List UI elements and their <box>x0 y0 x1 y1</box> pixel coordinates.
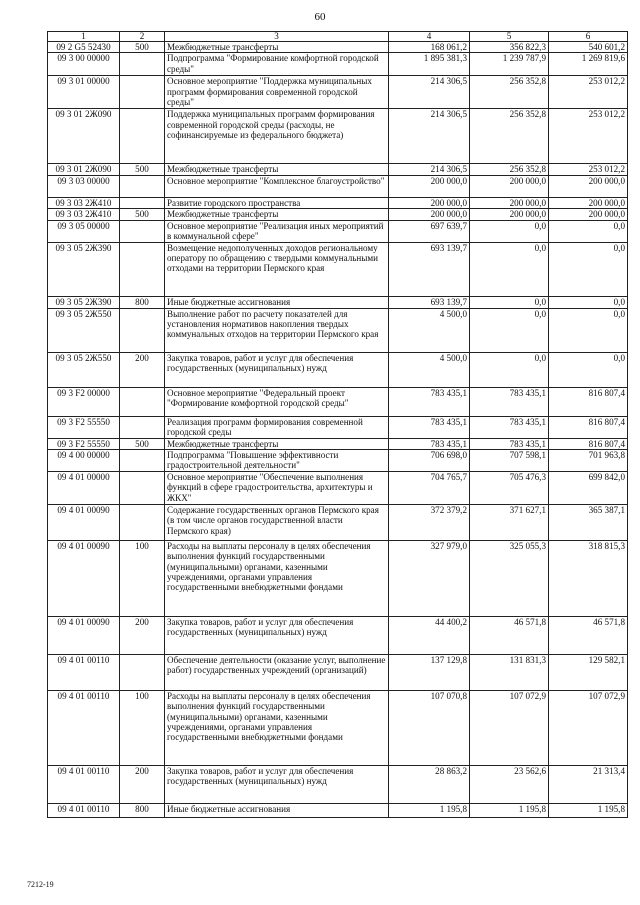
cell-value-1: 214 306,5 <box>389 109 470 164</box>
cell-name: Иные бюджетные ассигнования <box>165 803 389 817</box>
cell-name: Развитие городского пространства <box>165 197 389 208</box>
cell-value-1: 693 139,7 <box>389 242 470 296</box>
cell-value-2: 707 598,1 <box>470 450 549 472</box>
cell-value-3: 365 387,1 <box>549 504 628 540</box>
cell-name: Основное мероприятие "Поддержка муниципальных программ формирования современной городской среды" <box>165 76 389 109</box>
cell-value-2: 0,0 <box>470 296 549 308</box>
col-header-value-3: 6 <box>549 32 628 42</box>
cell-name: Межбюджетные трансферты <box>165 438 389 449</box>
cell-code: 09 4 01 00000 <box>48 471 120 504</box>
table-row <box>48 387 628 416</box>
cell-code: 09 3 01 2Ж090 <box>48 164 120 175</box>
cell-name: Расходы на выплаты персоналу в целях обеспечения выполнения функций государственными (муниципальными) органами, казенными учреждениями, органами управления государственными внебюджетными фондами <box>165 540 389 616</box>
table-row <box>48 76 628 109</box>
cell-code: 09 3 03 00000 <box>48 175 120 197</box>
cell-value-1: 327 979,0 <box>389 540 470 616</box>
cell-value-1: 200 000,0 <box>389 197 470 208</box>
cell-value-3: 0,0 <box>549 242 628 296</box>
cell-value-1: 214 306,5 <box>389 164 470 175</box>
cell-value-2: 256 352,8 <box>470 76 549 109</box>
col-header-value-1: 4 <box>389 32 470 42</box>
cell-code: 09 3 05 00000 <box>48 220 120 242</box>
cell-value-1: 697 639,7 <box>389 220 470 242</box>
cell-code: 09 4 00 00000 <box>48 450 120 472</box>
cell-kind: 200 <box>120 765 165 803</box>
cell-code: 09 3 03 2Ж410 <box>48 197 120 208</box>
col-header-value-2: 5 <box>470 32 549 42</box>
table-row <box>48 540 628 616</box>
table-row <box>48 197 628 208</box>
cell-value-2: 705 476,3 <box>470 471 549 504</box>
cell-value-3: 0,0 <box>549 308 628 352</box>
cell-code: 09 3 01 2Ж090 <box>48 109 120 164</box>
cell-value-1: 28 863,2 <box>389 765 470 803</box>
cell-value-1: 783 435,1 <box>389 438 470 449</box>
table-row <box>48 416 628 438</box>
table-row <box>48 438 628 449</box>
cell-value-2: 1 195,8 <box>470 803 549 817</box>
cell-value-2: 200 000,0 <box>470 175 549 197</box>
table-row <box>48 164 628 175</box>
table-row <box>48 616 628 654</box>
cell-value-1: 4 500,0 <box>389 352 470 387</box>
cell-kind <box>120 654 165 690</box>
cell-value-3: 540 601,2 <box>549 42 628 53</box>
cell-code: 09 4 01 00110 <box>48 765 120 803</box>
cell-code: 09 3 05 2Ж550 <box>48 352 120 387</box>
cell-value-3: 816 807,4 <box>549 416 628 438</box>
cell-value-1: 704 765,7 <box>389 471 470 504</box>
cell-name: Реализация программ формирования современной городской среды <box>165 416 389 438</box>
cell-value-1: 44 400,2 <box>389 616 470 654</box>
cell-value-3: 0,0 <box>549 220 628 242</box>
cell-value-2: 1 239 787,9 <box>470 53 549 76</box>
cell-code: 09 3 03 2Ж410 <box>48 209 120 220</box>
cell-kind: 500 <box>120 209 165 220</box>
cell-name: Содержание государственных органов Пермского края (в том числе органов государственной власти Пермского края) <box>165 504 389 540</box>
cell-kind <box>120 504 165 540</box>
cell-value-1: 200 000,0 <box>389 175 470 197</box>
cell-kind <box>120 109 165 164</box>
cell-name: Расходы на выплаты персоналу в целях обеспечения выполнения функций государственными (муниципальными) органами, казенными учреждениями, органами управления государственными внебюджетными фондами <box>165 690 389 765</box>
cell-value-3: 200 000,0 <box>549 209 628 220</box>
cell-value-2: 256 352,8 <box>470 109 549 164</box>
cell-kind <box>120 450 165 472</box>
cell-kind <box>120 387 165 416</box>
table-row <box>48 242 628 296</box>
cell-name: Закупка товаров, работ и услуг для обеспечения государственных (муниципальных) нужд <box>165 352 389 387</box>
cell-value-1: 1 895 381,3 <box>389 53 470 76</box>
cell-code: 09 2 G5 52430 <box>48 42 120 53</box>
cell-value-3: 253 012,2 <box>549 164 628 175</box>
cell-kind <box>120 242 165 296</box>
cell-code: 09 3 05 2Ж550 <box>48 308 120 352</box>
cell-value-2: 325 055,3 <box>470 540 549 616</box>
cell-value-2: 256 352,8 <box>470 164 549 175</box>
cell-value-3: 701 963,8 <box>549 450 628 472</box>
cell-value-3: 253 012,2 <box>549 109 628 164</box>
cell-value-1: 693 139,7 <box>389 296 470 308</box>
cell-name: Поддержка муниципальных программ формирования современной городской среды (расходы, не софинансируемые из федерального бюджета) <box>165 109 389 164</box>
cell-value-1: 706 698,0 <box>389 450 470 472</box>
cell-value-3: 200 000,0 <box>549 175 628 197</box>
cell-kind: 200 <box>120 352 165 387</box>
cell-name: Основное мероприятие "Реализация иных мероприятий в коммунальной сфере" <box>165 220 389 242</box>
cell-name: Возмещение недополученных доходов региональному оператору по обращению с твердыми коммунальными отходами на территории Пермского края <box>165 242 389 296</box>
cell-name: Основное мероприятие "Федеральный проект "Формирование комфортной городской среды" <box>165 387 389 416</box>
cell-value-2: 356 822,3 <box>470 42 549 53</box>
cell-value-2: 131 831,3 <box>470 654 549 690</box>
cell-kind <box>120 53 165 76</box>
cell-value-2: 0,0 <box>470 352 549 387</box>
cell-name: Закупка товаров, работ и услуг для обеспечения государственных (муниципальных) нужд <box>165 765 389 803</box>
table-row <box>48 175 628 197</box>
footer-code: 7212-19 <box>27 880 54 889</box>
cell-value-3: 0,0 <box>549 296 628 308</box>
cell-kind: 500 <box>120 42 165 53</box>
table-row <box>48 53 628 76</box>
cell-kind <box>120 416 165 438</box>
cell-kind <box>120 308 165 352</box>
cell-name: Межбюджетные трансферты <box>165 209 389 220</box>
cell-value-3: 0,0 <box>549 352 628 387</box>
cell-value-3: 253 012,2 <box>549 76 628 109</box>
cell-code: 09 3 F2 55550 <box>48 438 120 449</box>
cell-value-2: 46 571,8 <box>470 616 549 654</box>
cell-value-1: 1 195,8 <box>389 803 470 817</box>
table-row <box>48 803 628 817</box>
table-row <box>48 352 628 387</box>
cell-value-1: 372 379,2 <box>389 504 470 540</box>
table-row <box>48 654 628 690</box>
cell-value-1: 168 061,2 <box>389 42 470 53</box>
cell-name: Подпрограмма "Повышение эффективности градостроительной деятельности" <box>165 450 389 472</box>
cell-value-2: 371 627,1 <box>470 504 549 540</box>
cell-kind <box>120 471 165 504</box>
cell-kind <box>120 175 165 197</box>
cell-kind: 100 <box>120 540 165 616</box>
table-body <box>48 42 628 818</box>
cell-code: 09 4 01 00110 <box>48 803 120 817</box>
cell-name: Закупка товаров, работ и услуг для обеспечения государственных (муниципальных) нужд <box>165 616 389 654</box>
table-row <box>48 109 628 164</box>
cell-value-2: 0,0 <box>470 242 549 296</box>
cell-name: Иные бюджетные ассигнования <box>165 296 389 308</box>
cell-value-3: 816 807,4 <box>549 387 628 416</box>
cell-name: Подпрограмма "Формирование комфортной городской среды" <box>165 53 389 76</box>
cell-code: 09 3 00 00000 <box>48 53 120 76</box>
cell-kind: 500 <box>120 438 165 449</box>
page-number: 60 <box>314 11 326 23</box>
cell-value-1: 4 500,0 <box>389 308 470 352</box>
cell-name: Основное мероприятие "Комплексное благоустройство" <box>165 175 389 197</box>
table-row <box>48 504 628 540</box>
table-row <box>48 296 628 308</box>
cell-value-1: 214 306,5 <box>389 76 470 109</box>
col-header-name: 3 <box>165 32 389 42</box>
cell-code: 09 4 01 00110 <box>48 654 120 690</box>
table-row <box>48 690 628 765</box>
cell-kind: 100 <box>120 690 165 765</box>
cell-code: 09 3 05 2Ж390 <box>48 296 120 308</box>
cell-code: 09 4 01 00090 <box>48 504 120 540</box>
cell-value-1: 783 435,1 <box>389 416 470 438</box>
cell-value-2: 783 435,1 <box>470 416 549 438</box>
cell-value-2: 0,0 <box>470 220 549 242</box>
header-row <box>48 32 628 42</box>
col-header-code: 1 <box>48 32 120 42</box>
cell-value-2: 23 562,6 <box>470 765 549 803</box>
cell-kind: 200 <box>120 616 165 654</box>
table-row <box>48 220 628 242</box>
cell-value-3: 21 313,4 <box>549 765 628 803</box>
cell-code: 09 3 01 00000 <box>48 76 120 109</box>
cell-code: 09 3 05 2Ж390 <box>48 242 120 296</box>
cell-value-3: 1 269 819,6 <box>549 53 628 76</box>
cell-value-3: 107 072,9 <box>549 690 628 765</box>
cell-value-3: 816 807,4 <box>549 438 628 449</box>
cell-value-3: 46 571,8 <box>549 616 628 654</box>
cell-code: 09 4 01 00110 <box>48 690 120 765</box>
col-header-kind: 2 <box>120 32 165 42</box>
table-row <box>48 765 628 803</box>
cell-code: 09 3 F2 55550 <box>48 416 120 438</box>
budget-table <box>47 31 628 818</box>
cell-kind: 800 <box>120 803 165 817</box>
cell-name: Выполнение работ по расчету показателей для установления нормативов накопления твердых коммунальных отходов на территории Пермского края <box>165 308 389 352</box>
cell-value-3: 699 842,0 <box>549 471 628 504</box>
cell-value-1: 783 435,1 <box>389 387 470 416</box>
cell-name: Межбюджетные трансферты <box>165 42 389 53</box>
table-row <box>48 308 628 352</box>
cell-name: Обеспечение деятельности (оказание услуг, выполнение работ) государственных учреждений (организаций) <box>165 654 389 690</box>
cell-name: Межбюджетные трансферты <box>165 164 389 175</box>
table-row <box>48 209 628 220</box>
cell-value-1: 137 129,8 <box>389 654 470 690</box>
cell-kind <box>120 220 165 242</box>
cell-kind <box>120 197 165 208</box>
table-row <box>48 450 628 472</box>
table-row <box>48 471 628 504</box>
cell-value-2: 107 072,9 <box>470 690 549 765</box>
cell-value-2: 783 435,1 <box>470 387 549 416</box>
cell-value-3: 200 000,0 <box>549 197 628 208</box>
cell-value-2: 783 435,1 <box>470 438 549 449</box>
cell-value-2: 200 000,0 <box>470 197 549 208</box>
cell-kind: 800 <box>120 296 165 308</box>
cell-kind: 500 <box>120 164 165 175</box>
cell-kind <box>120 76 165 109</box>
cell-value-3: 318 815,3 <box>549 540 628 616</box>
cell-code: 09 4 01 00090 <box>48 616 120 654</box>
cell-code: 09 3 F2 00000 <box>48 387 120 416</box>
table-row <box>48 42 628 53</box>
cell-value-2: 200 000,0 <box>470 209 549 220</box>
cell-value-3: 1 195,8 <box>549 803 628 817</box>
cell-name: Основное мероприятие "Обеспечение выполнения функций в сфере градостроительства, архитектуры и ЖКХ" <box>165 471 389 504</box>
cell-value-1: 107 070,8 <box>389 690 470 765</box>
cell-value-2: 0,0 <box>470 308 549 352</box>
cell-code: 09 4 01 00090 <box>48 540 120 616</box>
cell-value-1: 200 000,0 <box>389 209 470 220</box>
cell-value-3: 129 582,1 <box>549 654 628 690</box>
